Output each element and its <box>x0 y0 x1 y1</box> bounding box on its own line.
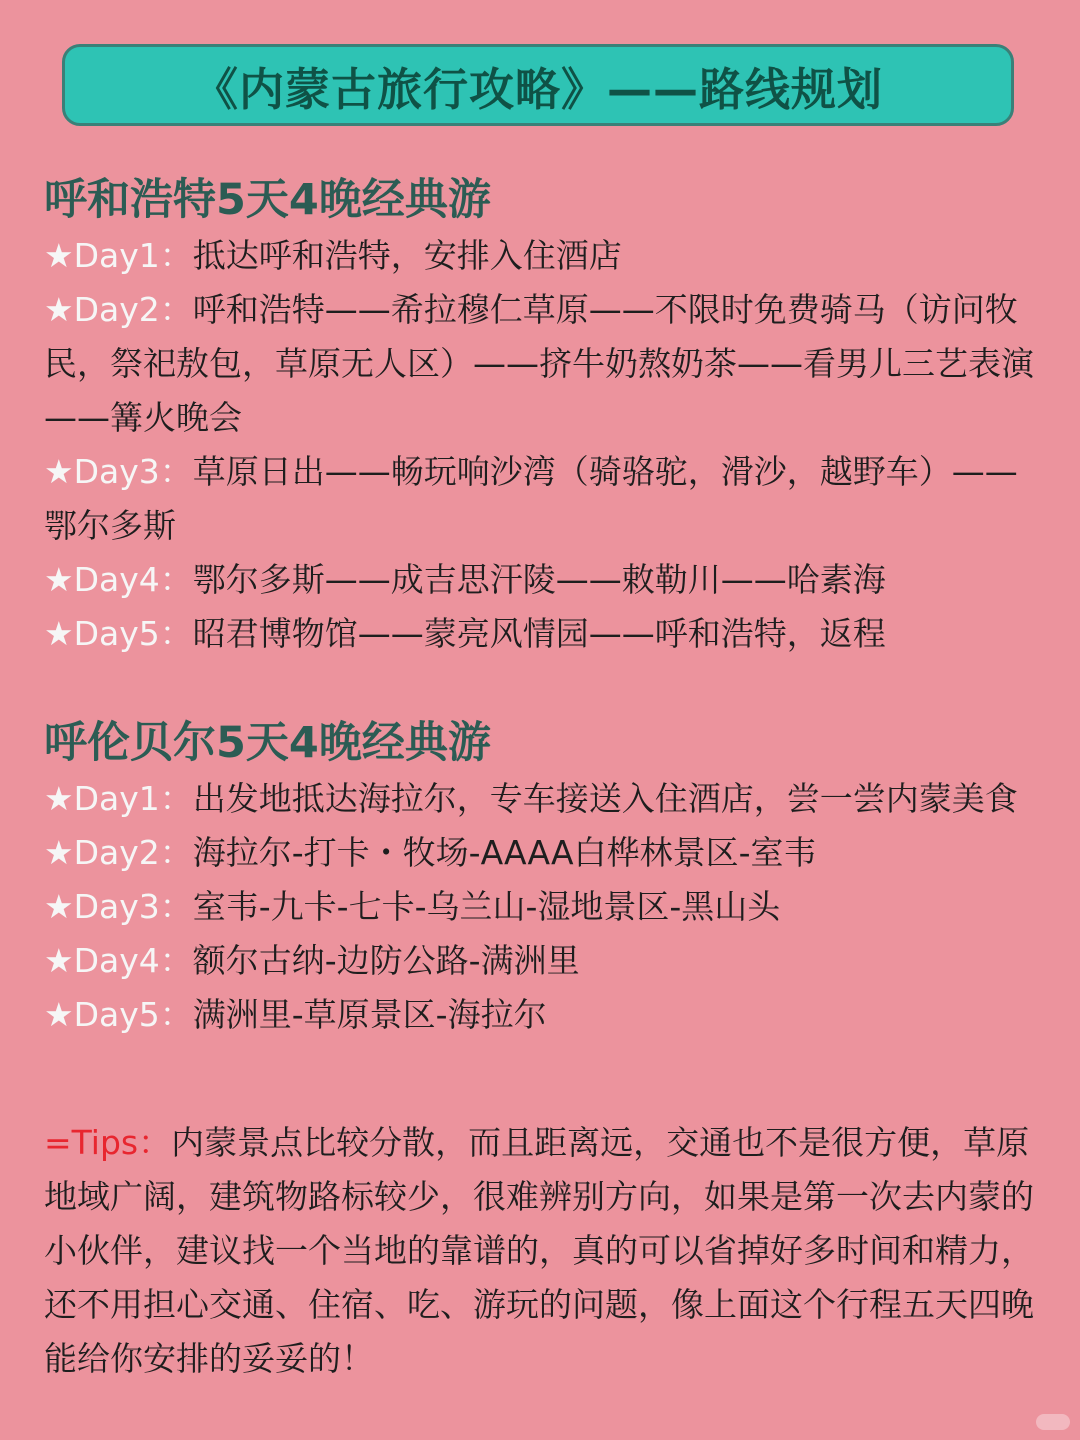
day-item <box>44 988 1044 1042</box>
day-item <box>44 772 1044 826</box>
day-item <box>44 826 1044 880</box>
day-label: ★Day2： <box>44 290 193 329</box>
day-text: 出发地抵达海拉尔，专车接送入住酒店，尝一尝内蒙美食 <box>192 779 1018 818</box>
title-banner <box>62 44 1014 126</box>
day-text: 满洲里-草原景区-海拉尔 <box>192 995 547 1034</box>
section-heading-hohhot: 呼和浩特5天4晚经典游 <box>44 175 491 225</box>
itinerary-list-hohhot <box>44 229 1044 661</box>
section-heading-hulunbuir: 呼伦贝尔5天4晚经典游 <box>44 718 491 768</box>
itinerary-list-hulunbuir <box>44 772 1044 1042</box>
day-label: ★Day4： <box>44 560 193 599</box>
day-item <box>44 553 1044 607</box>
tips-label: =Tips： <box>44 1123 172 1162</box>
day-text: 草原日出——畅玩响沙湾（骑骆驼，滑沙，越野车）——鄂尔多斯 <box>44 452 1018 545</box>
watermark-logo <box>1036 1414 1070 1430</box>
day-item <box>44 229 1044 283</box>
day-text: 昭君博物馆——蒙亮风情园——呼和浩特，返程 <box>192 614 886 653</box>
day-label: ★Day5： <box>44 614 193 653</box>
page-title: 《内蒙古旅行攻略》——路线规划 <box>192 62 883 116</box>
day-item <box>44 880 1044 934</box>
day-item <box>44 445 1044 553</box>
day-item <box>44 934 1044 988</box>
day-text: 海拉尔-打卡・牧场-AAAA白桦林景区-室韦 <box>192 833 817 872</box>
day-label: ★Day1： <box>44 236 193 275</box>
day-text: 鄂尔多斯——成吉思汗陵——敕勒川——哈素海 <box>192 560 886 599</box>
day-text: 呼和浩特——希拉穆仁草原——不限时免费骑马（访问牧民，祭祀敖包，草原无人区）——挤牛奶熬奶茶——看男儿三艺表演——篝火晚会 <box>44 290 1034 437</box>
day-label: ★Day4： <box>44 941 193 980</box>
day-label: ★Day3： <box>44 452 193 491</box>
day-text: 抵达呼和浩特，安排入住酒店 <box>192 236 622 275</box>
day-text: 室韦-九卡-七卡-乌兰山-湿地景区-黑山头 <box>192 887 781 926</box>
day-text: 额尔古纳-边防公路-满洲里 <box>192 941 580 980</box>
day-label: ★Day1： <box>44 779 193 818</box>
tips-text: 内蒙景点比较分散，而且距离远，交通也不是很方便，草原地域广阔，建筑物路标较少，很难辨别方向，如果是第一次去内蒙的小伙伴，建议找一个当地的靠谱的，真的可以省掉好多时间和精力，还不用担心交通、住宿、吃、游玩的问题，像上面这个行程五天四晚能给你安排的妥妥的！ <box>44 1123 1034 1378</box>
day-item <box>44 283 1044 445</box>
day-label: ★Day3： <box>44 887 193 926</box>
tips-paragraph <box>44 1116 1044 1386</box>
day-label: ★Day2： <box>44 833 193 872</box>
day-label: ★Day5： <box>44 995 193 1034</box>
day-item <box>44 607 1044 661</box>
